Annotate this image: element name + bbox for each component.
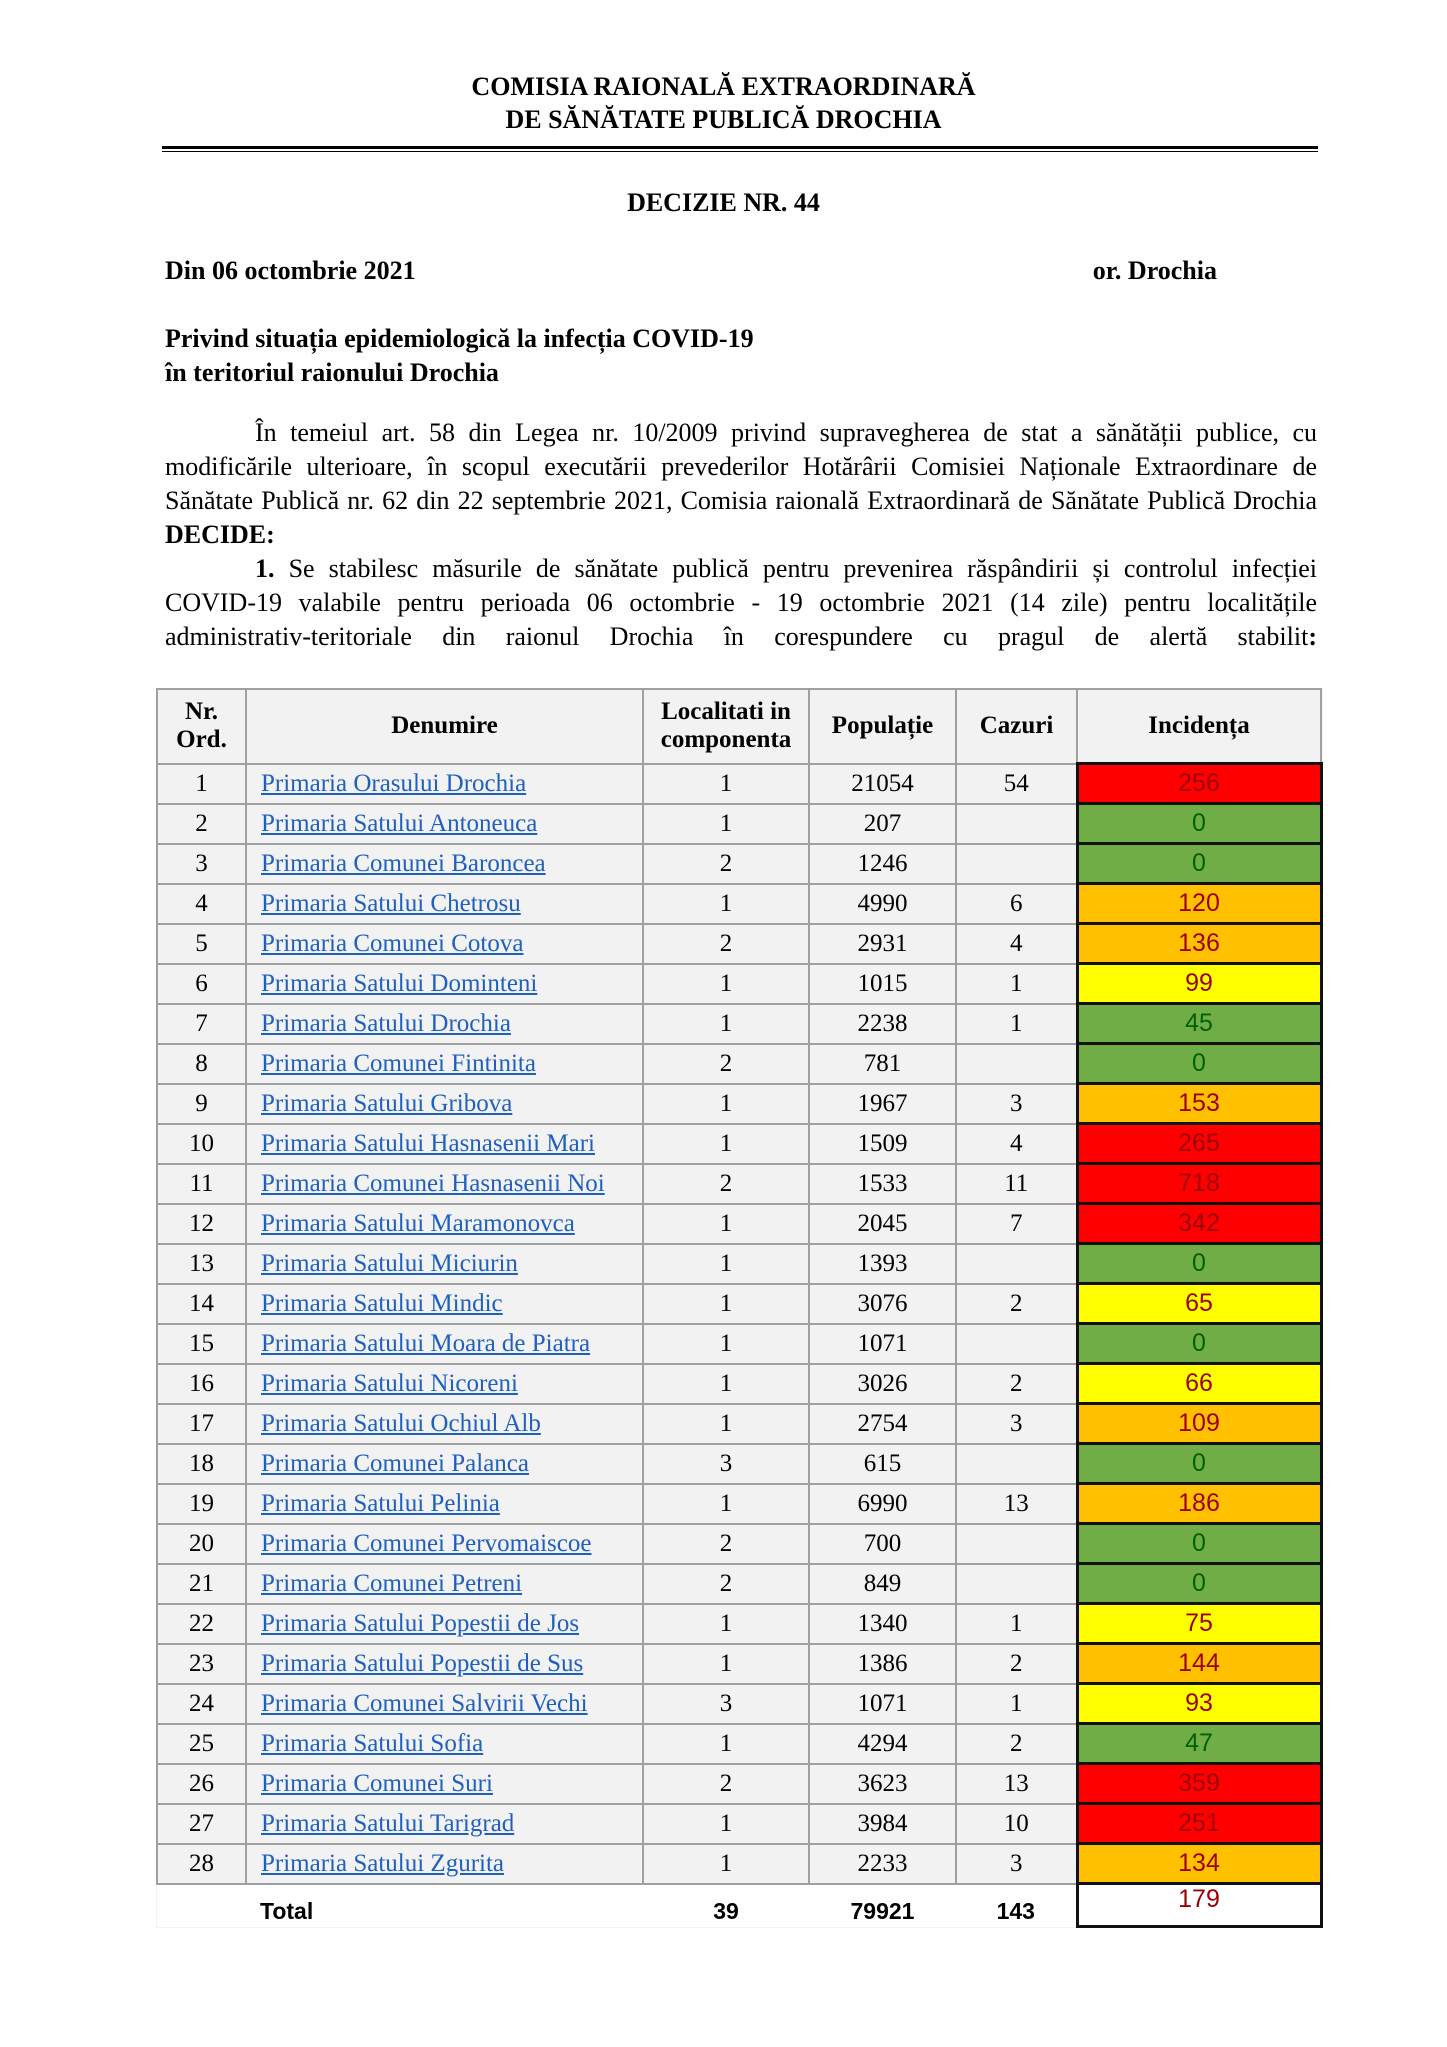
row-cases: 1 (956, 1684, 1077, 1724)
table-row (157, 1244, 1321, 1284)
institution-name-line1: COMISIA RAIONALĂ EXTRAORDINARĂ (471, 72, 976, 101)
row-cases (956, 1244, 1077, 1284)
row-name-cell (246, 1524, 643, 1564)
table-row (157, 1084, 1321, 1124)
row-number: 18 (157, 1444, 246, 1484)
row-population: 207 (809, 804, 956, 844)
row-number: 15 (157, 1324, 246, 1364)
article-1-paragraph: 1. Se stabilesc măsurile de sănătate publică pentru prevenirea răspândirii și controlul infecției COVID-19 valabile pentru perioada 06 octombrie - 19 octombrie 2021 (14 zile) pentru localitățile administrativ-teritoriale din raionul Drochia în corespundere cu pragul de alertă stabilit: (165, 554, 1317, 651)
subject-line2: în teritoriul raionului Drochia (165, 358, 499, 387)
row-localities: 2 (643, 1044, 809, 1084)
row-number: 3 (157, 844, 246, 884)
row-name-cell (246, 924, 643, 964)
row-population: 2233 (809, 1844, 956, 1884)
table-row (157, 1764, 1321, 1804)
row-localities: 2 (643, 844, 809, 884)
locality-link[interactable]: Primaria Satului Zgurita (261, 1849, 505, 1877)
row-number: 6 (157, 964, 246, 1004)
table-row (157, 1804, 1321, 1844)
row-localities: 1 (643, 1484, 809, 1524)
row-population: 1340 (809, 1604, 956, 1644)
row-localities: 2 (643, 1764, 809, 1804)
row-incidence: 265 (1077, 1124, 1321, 1164)
row-incidence: 47 (1077, 1724, 1321, 1764)
row-localities: 1 (643, 804, 809, 844)
incidence-table (156, 688, 1323, 1928)
total-population: 79921 (809, 1884, 956, 1927)
row-number: 21 (157, 1564, 246, 1604)
row-incidence: 136 (1077, 924, 1321, 964)
row-incidence: 0 (1077, 1244, 1321, 1284)
row-cases (956, 844, 1077, 884)
row-incidence: 134 (1077, 1844, 1321, 1884)
row-number: 24 (157, 1684, 246, 1724)
row-incidence: 186 (1077, 1484, 1321, 1524)
table-row (157, 1284, 1321, 1324)
locality-link[interactable]: Primaria Satului Maramonovca (261, 1209, 575, 1237)
row-number: 12 (157, 1204, 246, 1244)
table-row (157, 1484, 1321, 1524)
row-cases: 1 (956, 1604, 1077, 1644)
row-number: 7 (157, 1004, 246, 1044)
row-number: 11 (157, 1164, 246, 1204)
decision-body (165, 416, 1317, 654)
row-localities: 1 (643, 1244, 809, 1284)
row-number: 17 (157, 1404, 246, 1444)
row-number: 4 (157, 884, 246, 924)
row-name-cell (246, 1484, 643, 1524)
header-double-rule (162, 146, 1318, 152)
locality-link[interactable]: Primaria Satului Pelinia (261, 1489, 500, 1517)
table-row (157, 1684, 1321, 1724)
locality-link[interactable]: Primaria Comunei Cotova (261, 929, 524, 957)
table-row (157, 1204, 1321, 1244)
row-number: 14 (157, 1284, 246, 1324)
row-incidence: 0 (1077, 1524, 1321, 1564)
header-nr: Nr. Ord. (157, 689, 246, 764)
locality-link[interactable]: Primaria Comunei Petreni (261, 1569, 523, 1597)
row-name-cell (246, 1444, 643, 1484)
table-row (157, 964, 1321, 1004)
table-row (157, 1724, 1321, 1764)
row-population: 2238 (809, 1004, 956, 1044)
row-population: 3984 (809, 1804, 956, 1844)
row-number: 8 (157, 1044, 246, 1084)
row-name-cell (246, 1244, 643, 1284)
row-population: 1015 (809, 964, 956, 1004)
row-name-cell (246, 884, 643, 924)
row-localities: 1 (643, 1844, 809, 1884)
decision-date: Din 06 octombrie 2021 (165, 256, 416, 285)
locality-link[interactable]: Primaria Satului Sofia (261, 1729, 484, 1757)
row-name-cell (246, 964, 643, 1004)
row-incidence: 342 (1077, 1204, 1321, 1244)
header-localities: Localitati in componenta (643, 689, 809, 764)
row-localities: 2 (643, 1164, 809, 1204)
institution-header (0, 70, 1447, 136)
row-cases: 3 (956, 1404, 1077, 1444)
row-cases (956, 1324, 1077, 1364)
row-number: 10 (157, 1124, 246, 1164)
row-population: 4990 (809, 884, 956, 924)
row-cases (956, 1444, 1077, 1484)
table-row (157, 1524, 1321, 1564)
article-number: 1. (255, 554, 275, 583)
row-population: 3026 (809, 1364, 956, 1404)
row-number: 27 (157, 1804, 246, 1844)
preamble-paragraph: În temeiul art. 58 din Legea nr. 10/2009 privind supravegherea de stat a sănătății publice, cu modificările ulterioare, în scopul executării prevederilor Hotărârii Comisiei Naționale Extraordinare de Sănătate Publică nr. 62 din 22 septembrie 2021, Comisia raională Extraordinară de Sănătate Publică Drochia DECIDE: (165, 418, 1317, 549)
row-cases: 3 (956, 1844, 1077, 1884)
row-population: 1509 (809, 1124, 956, 1164)
row-name-cell (246, 1724, 643, 1764)
row-cases: 10 (956, 1804, 1077, 1844)
locality-link[interactable]: Primaria Satului Hasnasenii Mari (261, 1129, 595, 1157)
decide-keyword: DECIDE: (165, 520, 275, 549)
locality-link[interactable]: Primaria Comunei Suri (261, 1769, 493, 1797)
row-incidence: 153 (1077, 1084, 1321, 1124)
row-incidence: 0 (1077, 1324, 1321, 1364)
row-localities: 1 (643, 1004, 809, 1044)
row-population: 6990 (809, 1484, 956, 1524)
row-incidence: 0 (1077, 1564, 1321, 1604)
row-population: 849 (809, 1564, 956, 1604)
row-localities: 2 (643, 1564, 809, 1604)
row-localities: 1 (643, 964, 809, 1004)
header-name: Denumire (246, 689, 643, 764)
row-name-cell (246, 804, 643, 844)
row-localities: 1 (643, 884, 809, 924)
row-population: 1393 (809, 1244, 956, 1284)
row-number: 16 (157, 1364, 246, 1404)
row-population: 3623 (809, 1764, 956, 1804)
locality-link[interactable]: Primaria Satului Miciurin (261, 1249, 518, 1277)
locality-link[interactable]: Primaria Satului Drochia (261, 1009, 511, 1037)
row-localities: 1 (643, 1324, 809, 1364)
row-population: 1386 (809, 1644, 956, 1684)
row-cases: 1 (956, 1004, 1077, 1044)
table-row (157, 844, 1321, 884)
row-localities: 1 (643, 1724, 809, 1764)
decision-subject (165, 322, 754, 390)
row-number: 1 (157, 764, 246, 804)
row-name-cell (246, 1804, 643, 1844)
row-cases: 2 (956, 1724, 1077, 1764)
row-localities: 1 (643, 1804, 809, 1844)
row-number: 26 (157, 1764, 246, 1804)
row-localities: 2 (643, 1524, 809, 1564)
row-cases: 4 (956, 924, 1077, 964)
table-row (157, 1044, 1321, 1084)
row-incidence: 65 (1077, 1284, 1321, 1324)
row-population: 2931 (809, 924, 956, 964)
row-name-cell (246, 1284, 643, 1324)
row-population: 3076 (809, 1284, 956, 1324)
row-incidence: 359 (1077, 1764, 1321, 1804)
locality-link[interactable]: Primaria Satului Tarigrad (261, 1809, 515, 1837)
locality-link[interactable]: Primaria Comunei Salvirii Vechi (261, 1689, 588, 1717)
row-cases: 2 (956, 1364, 1077, 1404)
row-cases: 3 (956, 1084, 1077, 1124)
locality-link[interactable]: Primaria Satului Popestii de Sus (261, 1649, 584, 1677)
row-name-cell (246, 1844, 643, 1884)
row-number: 25 (157, 1724, 246, 1764)
row-incidence: 66 (1077, 1364, 1321, 1404)
row-incidence: 120 (1077, 884, 1321, 924)
locality-link[interactable]: Primaria Comunei Palanca (261, 1449, 529, 1477)
row-incidence: 45 (1077, 1004, 1321, 1044)
row-name-cell (246, 1204, 643, 1244)
header-population: Populație (809, 689, 956, 764)
decision-place: or. Drochia (1092, 256, 1217, 285)
row-incidence: 0 (1077, 844, 1321, 884)
table-row (157, 764, 1321, 804)
row-localities: 1 (643, 1204, 809, 1244)
row-incidence: 99 (1077, 964, 1321, 1004)
locality-link[interactable]: Primaria Orasului Drochia (261, 769, 527, 797)
row-population: 2754 (809, 1404, 956, 1444)
total-localities: 39 (643, 1884, 809, 1927)
institution-name-line2: DE SĂNĂTATE PUBLICĂ DROCHIA (505, 105, 942, 134)
row-localities: 1 (643, 1084, 809, 1124)
row-cases: 7 (956, 1204, 1077, 1244)
table-row (157, 1124, 1321, 1164)
locality-link[interactable]: Primaria Satului Gribova (261, 1089, 513, 1117)
row-localities: 1 (643, 1364, 809, 1404)
row-cases: 13 (956, 1764, 1077, 1804)
total-label: Total (246, 1884, 643, 1927)
row-population: 1967 (809, 1084, 956, 1124)
table-row (157, 1004, 1321, 1044)
row-number: 2 (157, 804, 246, 844)
row-name-cell (246, 1044, 643, 1084)
row-incidence: 75 (1077, 1604, 1321, 1644)
table-row (157, 1564, 1321, 1604)
row-name-cell (246, 1764, 643, 1804)
row-cases (956, 1564, 1077, 1604)
table-row (157, 1404, 1321, 1444)
row-name-cell (246, 1404, 643, 1444)
header-cases: Cazuri (956, 689, 1077, 764)
table-row (157, 884, 1321, 924)
row-name-cell (246, 1644, 643, 1684)
locality-link[interactable]: Primaria Satului Antoneuca (261, 809, 538, 837)
row-number: 13 (157, 1244, 246, 1284)
row-name-cell (246, 1084, 643, 1124)
row-cases: 54 (956, 764, 1077, 804)
total-cases: 143 (956, 1884, 1077, 1927)
row-name-cell (246, 1124, 643, 1164)
locality-link[interactable]: Primaria Satului Chetrosu (261, 889, 521, 917)
row-localities: 3 (643, 1684, 809, 1724)
locality-link[interactable]: Primaria Comunei Fintinita (261, 1049, 536, 1077)
row-population: 700 (809, 1524, 956, 1564)
locality-link[interactable]: Primaria Satului Nicoreni (261, 1369, 518, 1397)
row-name-cell (246, 1324, 643, 1364)
row-number: 23 (157, 1644, 246, 1684)
row-incidence: 256 (1077, 764, 1321, 804)
row-localities: 1 (643, 1124, 809, 1164)
table-row (157, 1844, 1321, 1884)
row-name-cell (246, 1604, 643, 1644)
row-localities: 3 (643, 1444, 809, 1484)
row-cases: 13 (956, 1484, 1077, 1524)
row-name-cell (246, 844, 643, 884)
locality-link[interactable]: Primaria Satului Moara de Piatra (261, 1329, 591, 1357)
row-population: 1071 (809, 1324, 956, 1364)
row-number: 5 (157, 924, 246, 964)
row-population: 21054 (809, 764, 956, 804)
locality-link[interactable]: Primaria Comunei Baroncea (261, 849, 546, 877)
row-cases: 2 (956, 1644, 1077, 1684)
table-row (157, 1604, 1321, 1644)
row-number: 20 (157, 1524, 246, 1564)
row-number: 9 (157, 1084, 246, 1124)
total-incidence: 179 (1077, 1884, 1321, 1927)
row-population: 615 (809, 1444, 956, 1484)
row-localities: 2 (643, 924, 809, 964)
decision-title: DECIZIE NR. 44 (627, 188, 820, 217)
row-incidence: 144 (1077, 1644, 1321, 1684)
header-incidence: Incidența (1077, 689, 1321, 764)
row-population: 1533 (809, 1164, 956, 1204)
row-incidence: 0 (1077, 1044, 1321, 1084)
row-incidence: 0 (1077, 1444, 1321, 1484)
table-total-row (157, 1884, 1321, 1927)
row-localities: 1 (643, 1644, 809, 1684)
locality-link[interactable]: Primaria Satului Popestii de Jos (261, 1609, 580, 1637)
row-localities: 1 (643, 1284, 809, 1324)
table-row (157, 1164, 1321, 1204)
row-number: 19 (157, 1484, 246, 1524)
rule-thin (162, 151, 1318, 152)
row-incidence: 109 (1077, 1404, 1321, 1444)
date-place-line (165, 256, 1217, 286)
row-number: 22 (157, 1604, 246, 1644)
row-population: 1071 (809, 1684, 956, 1724)
row-name-cell (246, 1684, 643, 1724)
table-row (157, 1324, 1321, 1364)
row-cases: 11 (956, 1164, 1077, 1204)
row-name-cell (246, 1564, 643, 1604)
row-population: 4294 (809, 1724, 956, 1764)
locality-link[interactable]: Primaria Satului Dominteni (261, 969, 538, 997)
table-row (157, 924, 1321, 964)
row-name-cell (246, 1364, 643, 1404)
row-localities: 1 (643, 764, 809, 804)
locality-link[interactable]: Primaria Satului Mindic (261, 1289, 503, 1317)
row-localities: 1 (643, 1604, 809, 1644)
locality-link[interactable]: Primaria Comunei Hasnasenii Noi (261, 1169, 605, 1197)
row-cases: 2 (956, 1284, 1077, 1324)
row-incidence: 93 (1077, 1684, 1321, 1724)
row-cases: 6 (956, 884, 1077, 924)
row-cases: 1 (956, 964, 1077, 1004)
row-incidence: 251 (1077, 1804, 1321, 1844)
table-row (157, 1644, 1321, 1684)
table-header-row (157, 689, 1321, 764)
table-row (157, 1364, 1321, 1404)
locality-link[interactable]: Primaria Comunei Pervomaiscoe (261, 1529, 592, 1557)
row-name-cell (246, 1164, 643, 1204)
locality-link[interactable]: Primaria Satului Ochiul Alb (261, 1409, 541, 1437)
row-population: 1246 (809, 844, 956, 884)
row-number: 28 (157, 1844, 246, 1884)
row-cases (956, 804, 1077, 844)
row-population: 2045 (809, 1204, 956, 1244)
table-row (157, 1444, 1321, 1484)
row-incidence: 718 (1077, 1164, 1321, 1204)
row-localities: 1 (643, 1404, 809, 1444)
row-population: 781 (809, 1044, 956, 1084)
subject-line1: Privind situația epidemiologică la infecția COVID-19 (165, 324, 754, 353)
row-name-cell (246, 764, 643, 804)
row-name-cell (246, 1004, 643, 1044)
row-cases (956, 1524, 1077, 1564)
row-cases (956, 1044, 1077, 1084)
table-row (157, 804, 1321, 844)
row-cases: 4 (956, 1124, 1077, 1164)
row-incidence: 0 (1077, 804, 1321, 844)
